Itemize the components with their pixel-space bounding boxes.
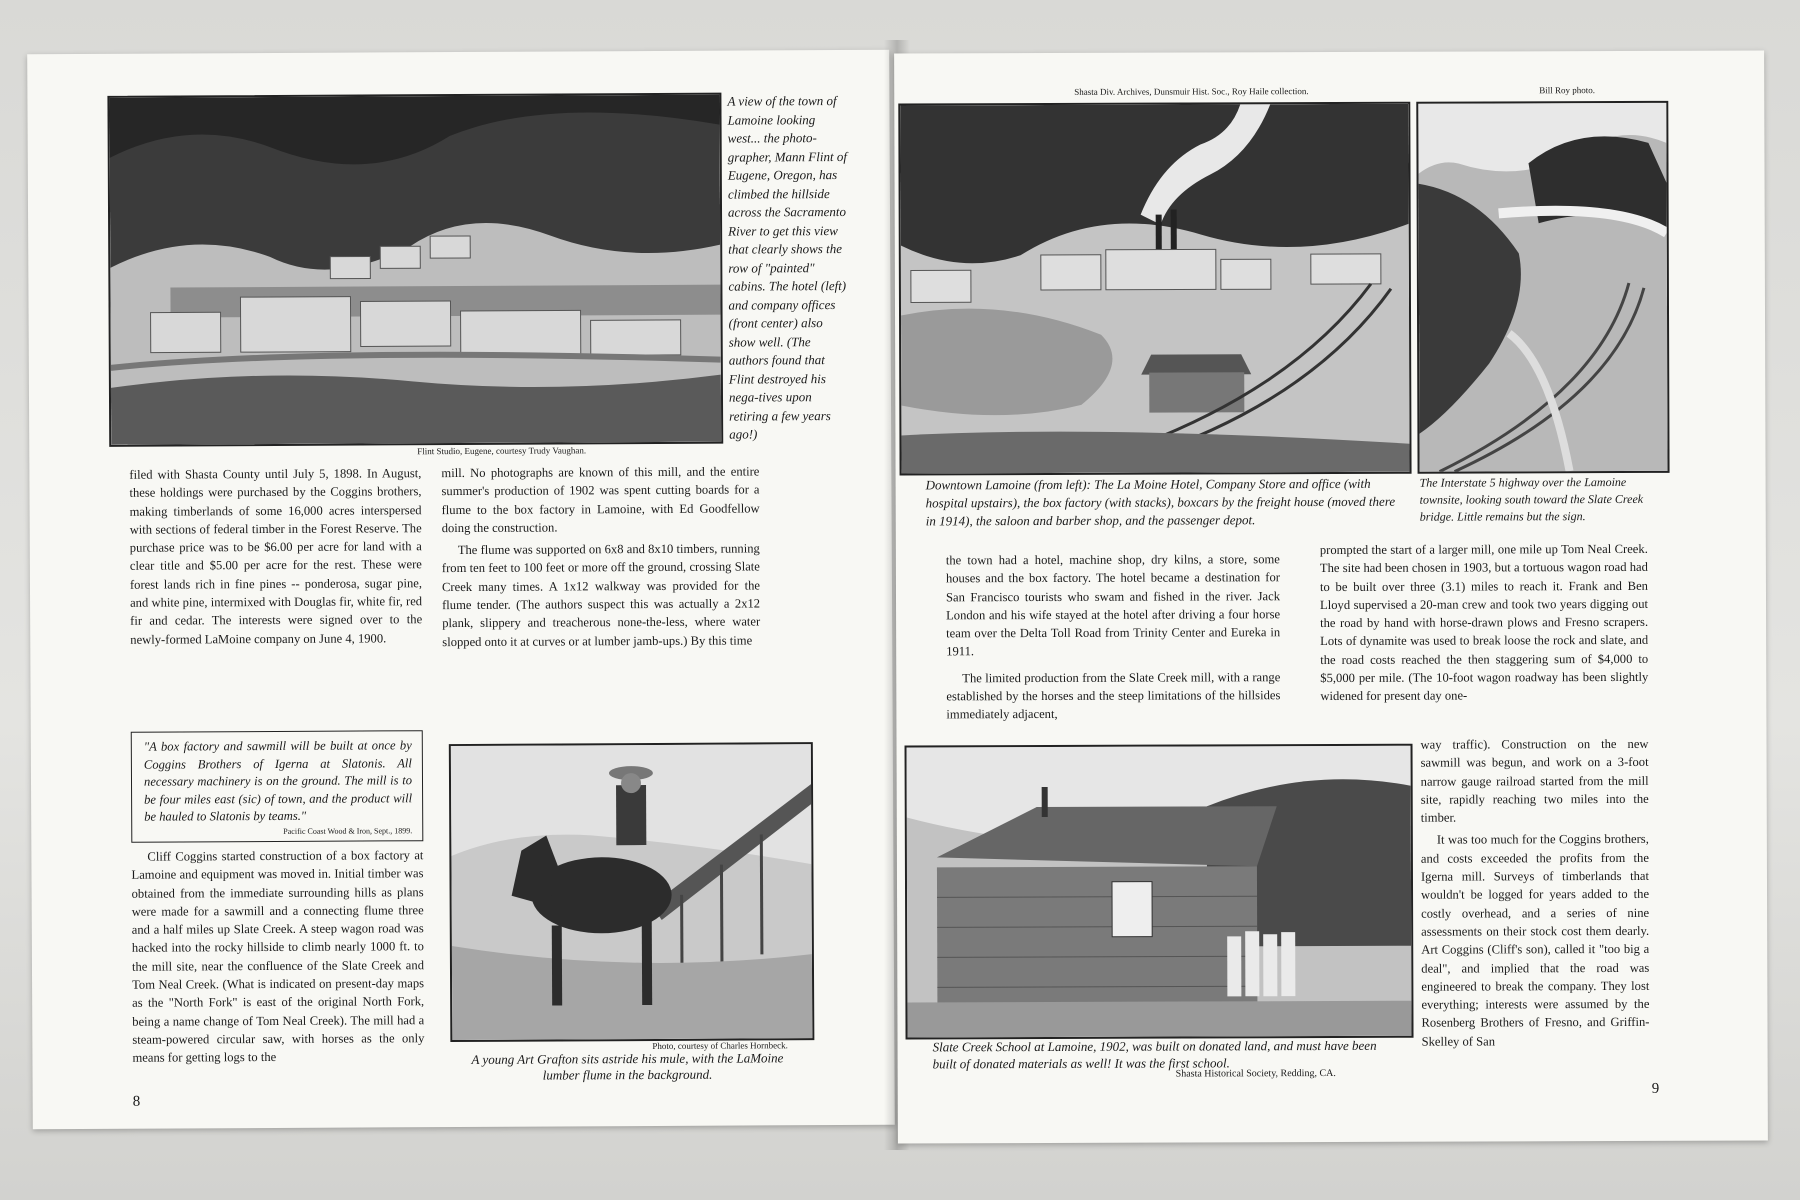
quote-text: "A box factory and sawmill will be built at once by Coggins Brothers of Igerna at Slatonis. All necessary machinery is on the ground. The mill is to be four miles east (sic) of town, and the product will be hauled to Slatonis by teams." bbox=[143, 738, 413, 824]
column-1 bbox=[129, 464, 422, 652]
town-view-credit: Flint Studio, Eugene, courtesy Trudy Vaughan. bbox=[417, 445, 587, 457]
column-4-continued bbox=[1420, 735, 1649, 1055]
school-caption: Slate Creek School at Lamoine, 1902, was built on donated land, and must have been built of donated materials as well! It was the first school. bbox=[932, 1037, 1377, 1072]
column-1-continued bbox=[131, 846, 424, 1071]
column-3 bbox=[946, 550, 1281, 728]
highway-photo bbox=[1416, 101, 1669, 474]
quote-box bbox=[131, 730, 424, 842]
column-4-paragraph-3: It was too much for the Coggins brothers, and costs exceeded the profits from the Igerna mill. Surveys of timberlands that wouldn't be logged for years added to the costly overhead, and a series of nine assessments on their stock cost them dearly. Art Coggins (Cliff's son), called it "too big a deal", and implied that the road was engineered to break the company. They lost everything; interests were assumed by the Rosenberg Brothers of Fresno, and Griffin-Skelley of San bbox=[1420, 832, 1650, 1049]
town-view-caption: A view of the town of Lamoine looking west... the photo-grapher, Mann Flint of Eugene, Oregon, has climbed the hillside across the Sacramento River to get this view that clearly shows the row of "painted" cabins. The hotel (left) and company offices (front center) also show well. (The authors found that Flint destroyed his nega-tives upon retiring a few years ago!) bbox=[727, 93, 847, 442]
column-2 bbox=[441, 462, 760, 655]
mule-rider-photo bbox=[449, 742, 815, 1042]
column-4-paragraph-1: prompted the start of a larger mill, one mile up Tom Neal Creek. The site had been chosen in 1903, but a tortuous wagon road had to be built over three (3.1) miles to reach it. Frank and Ben Lloyd supervised a 20-man crew and took two years digging out the road by hand with horse-drawn plows and Fresno scrapers. Lots of dynamite was used to break loose the rock and slate, and the road costs reached the then staggering sum of $4,000 to $5,000 per mile. (The 10-foot wagon roadway has been slightly widened for present day one- bbox=[1319, 541, 1649, 704]
page-number-right: 9 bbox=[1651, 1080, 1660, 1097]
mule-rider-credit: Photo, courtesy of Charles Hornbeck. bbox=[652, 1040, 788, 1052]
downtown-credit: Shasta Div. Archives, Dunsmuir Hist. Soc., Roy Haile collection. bbox=[1074, 86, 1309, 97]
school-credit: Shasta Historical Society, Redding, CA. bbox=[1175, 1067, 1336, 1080]
highway-caption: The Interstate 5 highway over the Lamoine townsite, looking south toward the Slate Creek bridge. Little remains but the sign. bbox=[1419, 474, 1644, 524]
right-page bbox=[894, 50, 1768, 1143]
downtown-photo bbox=[898, 102, 1411, 476]
town-view-photo bbox=[107, 93, 723, 447]
school-photo bbox=[905, 744, 1414, 1040]
column-2-paragraph-1: mill. No photographs are known of this mill, and the entire summer's production of 1902 was spent cutting boards for a flume to the box factory in Lamoine, with Ed Goodfellow doing the construction. bbox=[441, 464, 760, 535]
quote-source: Pacific Coast Wood & Iron, Sept., 1899. bbox=[283, 825, 413, 836]
column-1-paragraph-2: Cliff Coggins started construction of a box factory at Lamoine and equipment was moved in. Initial timber was obtained from the immediate surrounding hills as plans were made for a sawmill and a connecting flume three and a half miles up Slate Creek. A steep wagon road was hacked into the rocky hillside to climb nearly 1000 ft. to the mill site, near the confluence of the Slate Creek and Tom Neal Creek. (What is indicated on present-day maps as the "North Fork" is east of the original North Fork, being a name change of Tom Neal Creek). The mill had a steam-powered circular saw, with horses as the only means for getting logs to the bbox=[131, 848, 425, 1065]
page-number-left: 8 bbox=[132, 1093, 141, 1110]
column-2-paragraph-2: The flume was supported on 6x8 and 8x10 timbers, running from ten feet to 100 feet or more off the ground, crossing Slate Creek many times. A 1x12 walkway was provided for the flume tender. (The authors suspect this was actually a 2x12 plank, slippery and treacherous none-the-less, where water slopped onto it at curves or at lumber jamb-ups.) By this time bbox=[441, 541, 761, 649]
mule-rider-caption: A young Art Grafton sits astride his mule, with the LaMoine lumber flume in the background. bbox=[471, 1050, 784, 1083]
left-page bbox=[27, 50, 895, 1129]
column-4-paragraph-2: way traffic). Construction on the new sawmill was begun, and work on a 3-foot narrow gauge railroad started from the mill site, rapidly reaching two miles into the timber. bbox=[1420, 736, 1649, 825]
column-4 bbox=[1320, 540, 1649, 710]
downtown-caption: Downtown Lamoine (from left): The La Moine Hotel, Company Store and office (with hospital upstairs), the box factory (with stacks), boxcars by the freight house (moved there in 1914), the saloon and barber shop, and the passenger depot. bbox=[925, 475, 1396, 529]
column-1-paragraph-1: filed with Shasta County until July 5, 1898. In August, these holdings were purchased by the Coggins brothers, making timberlands of some 16,000 acres interspersed with sections of federal timber in the Forest Reserve. The purchase price was to be $6.00 per acre for land with a clear title and $5.00 per acre for the rest. These were forest lands rich in fine pines -- ponderosa, sugar pine, and white pine, intermixed with Douglas fir, white fir, red fir and cedar. The interests were signed over to the newly-formed LaMoine company on June 4, 1900. bbox=[129, 466, 423, 647]
column-3-paragraph-1: the town had a hotel, machine shop, dry kilns, a store, some houses and the box factory. The hotel became a destination for San Francisco tourists who swam and fished in the river. Jack London and his wife stayed at the hotel after driving a four horse team over the Delta Toll Road from Trinity Center and Eureka in 1911. bbox=[945, 552, 1281, 659]
highway-credit: Bill Roy photo. bbox=[1539, 85, 1596, 96]
column-3-paragraph-2: The limited production from the Slate Creek mill, with a range established by the horses and the steep limitations of the hillsides immediately adjacent, bbox=[946, 669, 1281, 722]
